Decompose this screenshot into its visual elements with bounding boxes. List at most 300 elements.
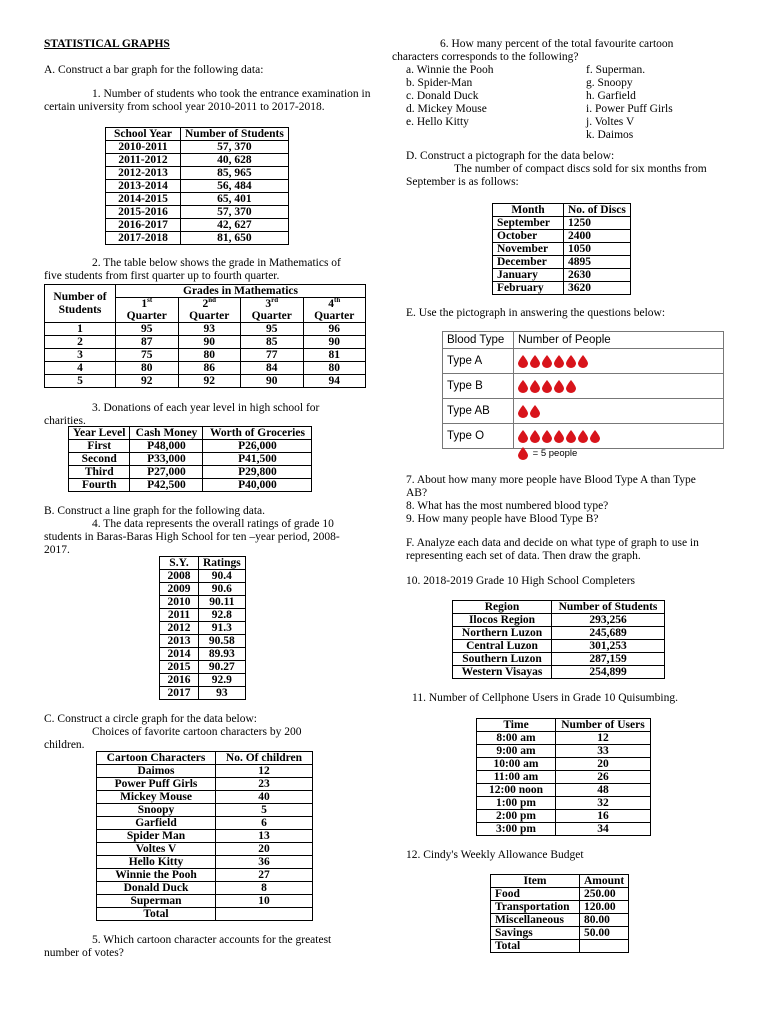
question-2: 2. The table below shows the grade in Mathematics of five students from first quarter up to fourth quarter.	[44, 257, 341, 282]
table-row	[477, 823, 651, 836]
answer-option: i. Power Puff Girls	[586, 103, 673, 115]
answer-option: b. Spider-Man	[406, 77, 473, 89]
question-3: 3. Donations of each year level in high school for charities.	[44, 402, 320, 427]
blood-type-drops	[514, 399, 724, 424]
table-cell: 20	[556, 758, 651, 771]
table-cell: 2011	[160, 609, 199, 622]
table-cell: 2400	[564, 230, 631, 243]
table-cell: Northern Luzon	[453, 627, 552, 640]
header-students: Number of Students	[45, 285, 116, 323]
column-header: Time	[477, 719, 556, 732]
question-6: 6. How many percent of the total favourite cartoon characters corresponds to the following?	[392, 38, 674, 63]
blood-type-label: Type A	[443, 349, 514, 374]
table-row	[45, 349, 366, 362]
table-cell: Voltes V	[97, 843, 216, 856]
table-cell: 93	[199, 687, 246, 700]
table-cell: 81	[303, 349, 366, 362]
table-cell: P40,000	[203, 479, 312, 492]
table-cell: 2012-2013	[106, 167, 181, 180]
table-ratings	[159, 556, 246, 700]
table-row	[160, 635, 246, 648]
table-cell: 5	[216, 804, 313, 817]
blood-type-label: Type AB	[443, 399, 514, 424]
table-cell: 12	[216, 765, 313, 778]
table-cell: Western Visayas	[453, 666, 552, 679]
table-row	[493, 269, 631, 282]
table-cell: 4	[45, 362, 116, 375]
table-row	[106, 193, 289, 206]
table-cell: Power Puff Girls	[97, 778, 216, 791]
question-6-left-options	[406, 64, 493, 129]
column-header: Cartoon Characters	[97, 752, 216, 765]
table-cell: 33	[556, 745, 651, 758]
blood-drop-icon	[530, 430, 540, 443]
table-cell: 85, 965	[181, 167, 289, 180]
table-cell: 90.27	[199, 661, 246, 674]
table-row	[69, 479, 312, 492]
table-cell: October	[493, 230, 564, 243]
table-row	[97, 778, 313, 791]
table-row	[97, 908, 313, 921]
table-cell: 2010-2011	[106, 141, 181, 154]
table-cell: 2014-2015	[106, 193, 181, 206]
table-row	[97, 869, 313, 882]
table-cell: 293,256	[552, 614, 665, 627]
blood-type-drops	[514, 374, 724, 399]
table-cell: 120.00	[580, 901, 629, 914]
blood-drop-icon	[566, 380, 576, 393]
table-row	[97, 843, 313, 856]
table-cell: 9:00 am	[477, 745, 556, 758]
section-b-heading: B. Construct a line graph for the following data.	[44, 505, 266, 517]
question-10: 10. 2018-2019 Grade 10 High School Completers	[406, 575, 636, 587]
blood-type-label: Type B	[443, 374, 514, 399]
table-row	[106, 154, 289, 167]
answer-option: c. Donald Duck	[406, 90, 479, 102]
table-cell: 92.9	[199, 674, 246, 687]
table-cell: 80	[178, 349, 241, 362]
table-cell: 8	[216, 882, 313, 895]
table-row	[160, 622, 246, 635]
table-cell: 2011-2012	[106, 154, 181, 167]
table-cell: P33,000	[130, 453, 203, 466]
table-row	[106, 219, 289, 232]
blood-drop-icon	[590, 430, 600, 443]
table-row	[106, 180, 289, 193]
table-row	[160, 687, 246, 700]
table-row	[106, 167, 289, 180]
table-row	[477, 758, 651, 771]
table-row	[493, 282, 631, 295]
blood-drop-icon	[518, 447, 528, 460]
table-row	[493, 217, 631, 230]
table-cell: 85	[241, 336, 304, 349]
table-row	[45, 336, 366, 349]
table-donations	[68, 426, 312, 492]
quarter-word: Quarter	[314, 310, 355, 322]
blood-drop-icon	[530, 380, 540, 393]
table-cell: 1050	[564, 243, 631, 256]
table-row	[97, 882, 313, 895]
table-cell: Total	[491, 940, 580, 953]
table-cell: 2016	[160, 674, 199, 687]
table-cell: January	[493, 269, 564, 282]
question-8: 8. What has the most numbered blood type?	[406, 500, 609, 512]
table-cell: 92	[116, 375, 179, 388]
table-cell: 92	[178, 375, 241, 388]
table-cell: 5	[45, 375, 116, 388]
column-header: Item	[491, 875, 580, 888]
table-cell: Transportation	[491, 901, 580, 914]
table-cell	[580, 940, 629, 953]
table-cell: 1:00 pm	[477, 797, 556, 810]
blood-type-drops	[514, 424, 724, 449]
column-header: No. of Discs	[564, 204, 631, 217]
key-label: = 5 people	[532, 448, 578, 460]
table-cell: Hello Kitty	[97, 856, 216, 869]
quarter-word: Quarter	[126, 310, 167, 322]
quarter-number: 3	[265, 298, 272, 310]
question-12: 12. Cindy's Weekly Allowance Budget	[406, 849, 584, 861]
column-header: S.Y.	[160, 557, 199, 570]
table-cell: 2012	[160, 622, 199, 635]
table-cell: Spider Man	[97, 830, 216, 843]
table-row	[491, 927, 629, 940]
table-row	[477, 745, 651, 758]
picto-header-count: Number of People	[514, 332, 724, 349]
table-row	[453, 627, 665, 640]
table-cell: P41,500	[203, 453, 312, 466]
table-cell: 50.00	[580, 927, 629, 940]
table-cell: 3620	[564, 282, 631, 295]
table-cell: Fourth	[69, 479, 130, 492]
quarter-suffix: rd	[271, 296, 279, 305]
table-cell: 27	[216, 869, 313, 882]
answer-option: g. Snoopy	[586, 77, 633, 89]
table-row	[97, 895, 313, 908]
table-cell: P29,800	[203, 466, 312, 479]
table-row	[160, 583, 246, 596]
blood-drop-icon	[542, 355, 552, 368]
table-cell: 40, 628	[181, 154, 289, 167]
question-7: 7. About how many more people have Blood Type A than Type AB?	[406, 474, 696, 499]
table-cell: 56, 484	[181, 180, 289, 193]
table-row	[477, 810, 651, 823]
column-header: Number of Students	[181, 128, 289, 141]
table-cell: Second	[69, 453, 130, 466]
quarter-header	[241, 298, 304, 323]
column-header: Worth of Groceries	[203, 427, 312, 440]
table-cell: Southern Luzon	[453, 653, 552, 666]
table-cell: 36	[216, 856, 313, 869]
table-row	[493, 243, 631, 256]
quarter-number: 1	[141, 298, 148, 310]
table-cell: Ilocos Region	[453, 614, 552, 627]
blood-drop-icon	[530, 405, 540, 418]
header-grades: Grades in Mathematics	[116, 285, 366, 298]
table-cell: 2009	[160, 583, 199, 596]
table-row	[477, 797, 651, 810]
table-row	[97, 765, 313, 778]
table-row	[97, 791, 313, 804]
column-header: Ratings	[199, 557, 246, 570]
blood-drop-icon	[578, 355, 588, 368]
table-row	[97, 804, 313, 817]
quarter-header	[116, 298, 179, 323]
table-row	[477, 771, 651, 784]
table-cell: 34	[556, 823, 651, 836]
section-d-heading: D. Construct a pictograph for the data below:	[406, 150, 615, 162]
blood-type-drops	[514, 349, 724, 374]
answer-option: j. Voltes V	[586, 116, 635, 128]
table-row	[160, 570, 246, 583]
quarter-suffix: nd	[208, 296, 217, 305]
table-cell: 26	[556, 771, 651, 784]
quarter-word: Quarter	[251, 310, 292, 322]
table-row	[97, 830, 313, 843]
table-cell: 40	[216, 791, 313, 804]
table-cell: 8:00 am	[477, 732, 556, 745]
table-cell: December	[493, 256, 564, 269]
table-cell: 77	[241, 349, 304, 362]
column-header: Number of Users	[556, 719, 651, 732]
column-header: Month	[493, 204, 564, 217]
table-cell: 2:00 pm	[477, 810, 556, 823]
section-c-subheading: Choices of favorite cartoon characters by 200 children.	[44, 726, 302, 751]
table-compact-discs	[492, 203, 631, 295]
pictograph-row	[443, 374, 724, 399]
table-cell: Garfield	[97, 817, 216, 830]
table-cell: P27,000	[130, 466, 203, 479]
table-row	[491, 940, 629, 953]
pictograph-row	[443, 349, 724, 374]
table-row	[453, 614, 665, 627]
table-cell: 86	[178, 362, 241, 375]
answer-option: k. Daimos	[586, 129, 634, 141]
pictograph-key	[518, 447, 577, 460]
table-cell: 90	[241, 375, 304, 388]
quarter-header	[178, 298, 241, 323]
table-cell: P48,000	[130, 440, 203, 453]
blood-drop-icon	[566, 355, 576, 368]
blood-drop-icon	[518, 405, 528, 418]
table-cell: Donald Duck	[97, 882, 216, 895]
table-row	[160, 596, 246, 609]
table-cell: 12	[556, 732, 651, 745]
blood-drop-icon	[554, 380, 564, 393]
table-cell: 2017	[160, 687, 199, 700]
table-cell	[216, 908, 313, 921]
table-cell: 254,899	[552, 666, 665, 679]
table-row	[106, 141, 289, 154]
table-cell: 2013-2014	[106, 180, 181, 193]
table-row	[453, 653, 665, 666]
blood-drop-icon	[554, 355, 564, 368]
blood-drop-icon	[542, 430, 552, 443]
table-cell: 2	[45, 336, 116, 349]
pictograph-row	[443, 399, 724, 424]
table-row	[493, 230, 631, 243]
quarter-word: Quarter	[189, 310, 230, 322]
picto-header-type: Blood Type	[443, 332, 514, 349]
table-cell: 90.4	[199, 570, 246, 583]
table-row	[69, 453, 312, 466]
table-cell: 2008	[160, 570, 199, 583]
blood-drop-icon	[518, 430, 528, 443]
table-cell: 250.00	[580, 888, 629, 901]
table-cell: 2630	[564, 269, 631, 282]
table-cell: 23	[216, 778, 313, 791]
table-cell: 2015	[160, 661, 199, 674]
blood-drop-icon	[518, 355, 528, 368]
table-row	[453, 640, 665, 653]
table-completers	[452, 600, 665, 679]
table-cell: 1250	[564, 217, 631, 230]
table-row	[477, 732, 651, 745]
table-allowance-budget	[490, 874, 629, 953]
question-9: 9. How many people have Blood Type B?	[406, 513, 599, 525]
table-cell: 48	[556, 784, 651, 797]
table-cell: 3	[45, 349, 116, 362]
table-cell: Savings	[491, 927, 580, 940]
table-cell: Mickey Mouse	[97, 791, 216, 804]
table-cell: 2017-2018	[106, 232, 181, 245]
table-cell: 12:00 noon	[477, 784, 556, 797]
table-row	[97, 856, 313, 869]
table-cell: 10:00 am	[477, 758, 556, 771]
quarter-suffix: st	[147, 296, 153, 305]
question-4: 4. The data represents the overall ratings of grade 10 students in Baras-Baras High School for ten –year period, 2008-2017.	[44, 518, 340, 556]
answer-option: h. Garfield	[586, 90, 636, 102]
table-cell: First	[69, 440, 130, 453]
table-row	[69, 466, 312, 479]
table-row	[160, 648, 246, 661]
table-cell: 287,159	[552, 653, 665, 666]
table-cell: 94	[303, 375, 366, 388]
blood-drop-icon	[542, 380, 552, 393]
table-cell: 89.93	[199, 648, 246, 661]
section-e-heading: E. Use the pictograph in answering the questions below:	[406, 307, 666, 319]
table-row	[477, 784, 651, 797]
table-cell: 13	[216, 830, 313, 843]
table-row	[160, 674, 246, 687]
table-row	[106, 232, 289, 245]
table-cell: 80	[303, 362, 366, 375]
column-header: Region	[453, 601, 552, 614]
table-cell: 95	[116, 323, 179, 336]
question-5: 5. Which cartoon character accounts for the greatest number of votes?	[44, 934, 332, 959]
table-cell: Winnie the Pooh	[97, 869, 216, 882]
table-cell: 57, 370	[181, 141, 289, 154]
table-cell: 75	[116, 349, 179, 362]
table-row	[69, 440, 312, 453]
table-cell: 2010	[160, 596, 199, 609]
table-row	[45, 362, 366, 375]
section-f-heading: F. Analyze each data and decide on what type of graph to use in representing each set of data. Then draw the graph.	[406, 537, 699, 562]
table-cell: 80	[116, 362, 179, 375]
column-header: Amount	[580, 875, 629, 888]
table-cell: Central Luzon	[453, 640, 552, 653]
table-row	[453, 666, 665, 679]
column-header: Cash Money	[130, 427, 203, 440]
table-row	[160, 661, 246, 674]
quarter-suffix: th	[334, 296, 341, 305]
table-entrance-exam	[105, 127, 289, 245]
table-row	[493, 256, 631, 269]
table-row	[491, 888, 629, 901]
quarter-number: 2	[202, 298, 209, 310]
table-cell: 16	[556, 810, 651, 823]
table-cell: 3:00 pm	[477, 823, 556, 836]
answer-option: a. Winnie the Pooh	[406, 64, 494, 76]
table-cell: P26,000	[203, 440, 312, 453]
table-cell: 2016-2017	[106, 219, 181, 232]
blood-drop-icon	[554, 430, 564, 443]
table-cell: 95	[241, 323, 304, 336]
column-header: School Year	[106, 128, 181, 141]
table-cell: 57, 370	[181, 206, 289, 219]
table-cell: 90.6	[199, 583, 246, 596]
table-cell: February	[493, 282, 564, 295]
pictograph-row	[443, 424, 724, 449]
table-cell: 42, 627	[181, 219, 289, 232]
table-cell: Daimos	[97, 765, 216, 778]
table-cell: 32	[556, 797, 651, 810]
table-row	[45, 375, 366, 388]
table-cell: Snoopy	[97, 804, 216, 817]
quarter-number: 4	[328, 298, 334, 310]
table-cell: 2015-2016	[106, 206, 181, 219]
answer-option: e. Hello Kitty	[406, 116, 469, 128]
table-cell: 245,689	[552, 627, 665, 640]
table-cartoon-characters	[96, 751, 313, 921]
column-header: Number of Students	[552, 601, 665, 614]
section-d-subheading: The number of compact discs sold for six months from September is as follows:	[406, 163, 707, 188]
table-row	[97, 817, 313, 830]
table-cell: 92.8	[199, 609, 246, 622]
table-row	[45, 323, 366, 336]
table-cell: P42,500	[130, 479, 203, 492]
table-cell: 301,253	[552, 640, 665, 653]
table-math-grades	[44, 284, 366, 388]
table-row	[491, 914, 629, 927]
answer-option: f. Superman.	[586, 64, 646, 76]
question-1: 1. Number of students who took the entrance examination in certain university from school year 2010-2011 to 2017-2018.	[44, 88, 371, 113]
table-cell: 6	[216, 817, 313, 830]
table-cell: Food	[491, 888, 580, 901]
blood-drop-icon	[518, 380, 528, 393]
section-c-heading: C. Construct a circle graph for the data below:	[44, 713, 257, 725]
blood-drop-icon	[530, 355, 540, 368]
page-title: STATISTICAL GRAPHS	[44, 38, 170, 50]
table-cell: 2014	[160, 648, 199, 661]
table-cell: September	[493, 217, 564, 230]
table-row	[160, 609, 246, 622]
table-cell: 93	[178, 323, 241, 336]
table-cell: 81, 650	[181, 232, 289, 245]
table-cell: 96	[303, 323, 366, 336]
table-cell: 91.3	[199, 622, 246, 635]
table-cell: 90.58	[199, 635, 246, 648]
table-cell: 2013	[160, 635, 199, 648]
table-row	[106, 206, 289, 219]
table-cell: Third	[69, 466, 130, 479]
table-cell: 90	[178, 336, 241, 349]
blood-drop-icon	[566, 430, 576, 443]
table-cell: November	[493, 243, 564, 256]
table-cell: 1	[45, 323, 116, 336]
blood-drop-icon	[578, 430, 588, 443]
